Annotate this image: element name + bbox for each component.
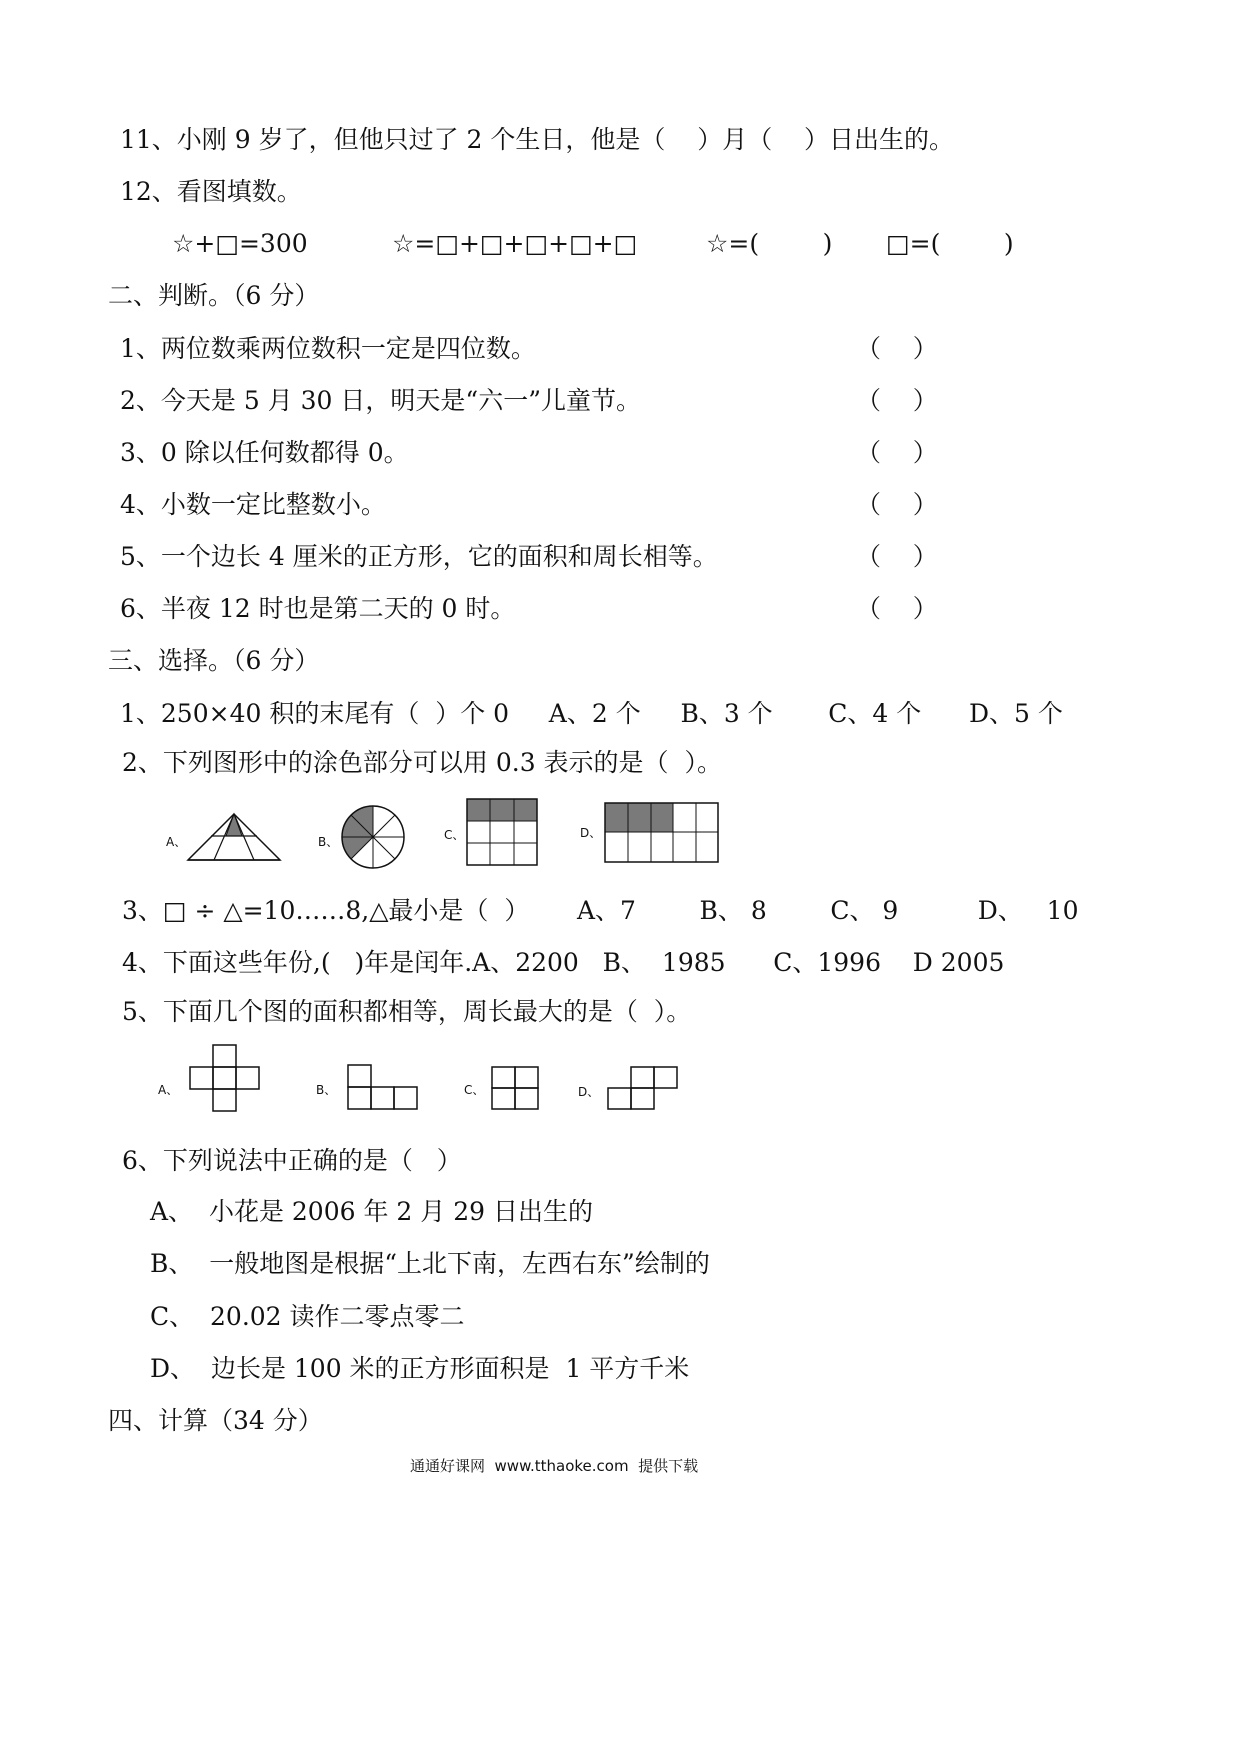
q6-option-d: D、 边长是 100 米的正方形面积是 1 平方千米 — [150, 1354, 690, 1383]
judge-item-6: 6、半夜 12 时也是第二天的 0 时。 — [120, 594, 516, 623]
q5-figure-c-square — [490, 1066, 540, 1112]
section-4-heading: 四、计算（34 分） — [108, 1406, 323, 1435]
section-3-heading: 三、选择。（6 分） — [108, 646, 320, 675]
q5-label-d: D、 — [578, 1085, 600, 1099]
choice-question-3: 3、□ ÷ △=10……8,△最小是（ ） A、7 B、 8 C、 9 D、 10 — [122, 896, 1079, 925]
q6-option-c: C、 20.02 读作二零点零二 — [150, 1302, 465, 1331]
q2-figure-a-triangle — [186, 812, 282, 862]
choice-question-2: 2、下列图形中的涂色部分可以用 0.3 表示的是（ ）。 — [122, 748, 722, 777]
q2-label-b: B、 — [318, 835, 339, 849]
q5-figure-d-step — [606, 1066, 680, 1112]
judge-item-5: 5、一个边长 4 厘米的正方形，它的面积和周长相等。 — [120, 542, 718, 571]
judge-answer-4[interactable]: （ ） — [856, 490, 938, 519]
judge-answer-1[interactable]: （ ） — [856, 334, 938, 363]
q5-figure-b-L-shape — [346, 1064, 420, 1110]
choice-question-5: 5、下面几个图的面积都相等，周长最大的是（ ）。 — [122, 997, 692, 1026]
q12-equation-3: ☆=( ) — [706, 229, 833, 258]
q2-label-d: D、 — [580, 826, 602, 840]
judge-answer-5[interactable]: （ ） — [856, 542, 938, 571]
judge-answer-6[interactable]: （ ） — [856, 594, 938, 623]
judge-item-4: 4、小数一定比整数小。 — [120, 490, 386, 519]
q2-figure-c-grid — [466, 798, 538, 866]
judge-item-3: 3、0 除以任何数都得 0。 — [120, 438, 409, 467]
judge-item-2: 2、今天是 5 月 30 日，明天是“六一”儿童节。 — [120, 386, 641, 415]
q5-label-c: C、 — [464, 1083, 485, 1097]
choice-question-4: 4、下面这些年份,( )年是闰年.A、2200 B、 1985 C、1996 D 2005 — [122, 948, 1005, 977]
question-12: 12、看图填数。 — [120, 177, 302, 206]
q2-label-a: A、 — [166, 835, 187, 849]
q5-label-a: A、 — [158, 1083, 179, 1097]
q5-label-b: B、 — [316, 1083, 337, 1097]
judge-answer-3[interactable]: （ ） — [856, 438, 938, 467]
judge-answer-2[interactable]: （ ） — [856, 386, 938, 415]
footer-credit: 通通好课网 www.tthaoke.com 提供下载 — [410, 1457, 699, 1475]
q12-equation-2: ☆=□+□+□+□+□ — [392, 229, 638, 258]
q12-equation-4: □=( ) — [886, 229, 1014, 258]
section-2-heading: 二、判断。（6 分） — [108, 281, 320, 310]
q2-label-c: C、 — [444, 828, 465, 842]
q5-figure-a-cross — [188, 1044, 262, 1114]
choice-question-6: 6、下列说法中正确的是（ ） — [122, 1146, 462, 1175]
question-11: 11、小刚 9 岁了，但他只过了 2 个生日，他是（ ）月（ ）日出生的。 — [120, 125, 954, 154]
q6-option-a: A、 小花是 2006 年 2 月 29 日出生的 — [150, 1197, 593, 1226]
q12-equation-1: ☆+□=300 — [172, 229, 308, 258]
q6-option-b: B、 一般地图是根据“上北下南，左西右东”绘制的 — [150, 1249, 710, 1278]
q2-figure-d-grid — [604, 802, 720, 864]
judge-item-1: 1、两位数乘两位数积一定是四位数。 — [120, 334, 536, 363]
choice-question-1: 1、250×40 积的末尾有（ ）个 0 A、2 个 B、3 个 C、4 个 D、5 个 — [120, 699, 1063, 728]
q2-figure-b-circle — [340, 804, 406, 870]
